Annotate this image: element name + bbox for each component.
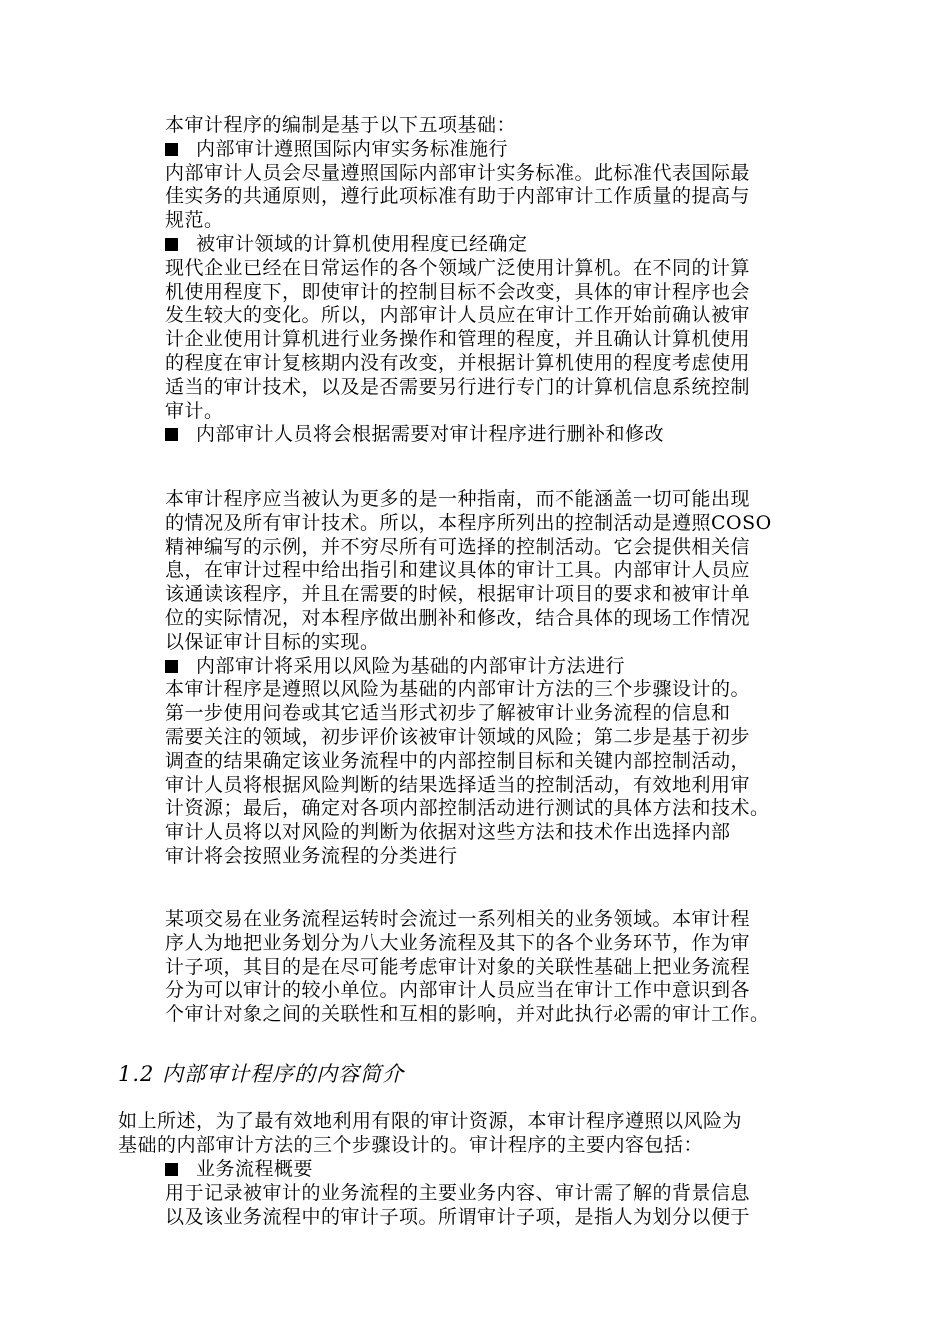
bullet-text: 内部审计遵照国际内审实务标准施行 [196, 137, 509, 160]
bullet-item [165, 655, 845, 679]
body-line: 息，在审计过程中给出指引和建议具体的审计工具。内部审计人员应 [165, 559, 751, 582]
body-line: 以及该业务流程中的审计子项。所谓审计子项，是指人为划分以便于 [165, 1205, 751, 1228]
body-line: 该通读该程序，并且在需要的时候，根据审计项目的要求和被审计单 [165, 583, 751, 606]
body-line: 规范。 [165, 209, 224, 232]
bullet-text: 业务流程概要 [196, 1158, 314, 1180]
body-line: 分为可以审计的较小单位。内部审计人员应当在审计工作中意识到各 [165, 979, 751, 1002]
guide-block [165, 488, 845, 869]
square-bullet-icon [165, 660, 178, 673]
body-line: 计子项，其目的是在尽可能考虑审计对象的关联性基础上把业务流程 [165, 955, 751, 978]
body-line: 审计将会按照业务流程的分类进行 [165, 844, 458, 867]
section2-block [165, 1158, 845, 1229]
body-line: 的程度在审计复核期内没有改变，并根据计算机使用的程度考虑使用 [165, 351, 751, 374]
body-line: 计企业使用计算机进行业务操作和管理的程度，并且确认计算机使用 [165, 328, 751, 351]
square-bullet-icon [165, 1163, 178, 1176]
body-line: 用于记录被审计的业务流程的主要业务内容、审计需了解的背景信息 [165, 1181, 751, 1204]
body-line: 审计人员将以对风险的判断为依据对这些方法和技术作出选择内部 [165, 821, 731, 844]
body-line: 适当的审计技术，以及是否需要另行进行专门的计算机信息系统控制 [165, 375, 751, 398]
bullet-item [165, 138, 845, 162]
body-line: 本审计程序应当被认为更多的是一种指南，而不能涵盖一切可能出现 [165, 488, 751, 510]
body-line: 佳实务的共通原则，遵行此项标准有助于内部审计工作质量的提高与 [165, 185, 751, 208]
body-line: 机使用程度下，即使审计的控制目标不会改变，具体的审计程序也会 [165, 280, 751, 303]
body-line: 发生较大的变化。所以，内部审计人员应在审计工作开始前确认被审 [165, 304, 751, 327]
body-line: 位的实际情况，对本程序做出删补和修改，结合具体的现场工作情况 [165, 606, 751, 629]
body-line: 需要关注的领域，初步评价该被审计领域的风险；第二步是基于初步 [165, 725, 751, 748]
bullet-item [165, 233, 845, 257]
body-line: 精神编写的示例，并不穷尽所有可选择的控制活动。它会提供相关信 [165, 535, 751, 558]
section2-intro [118, 1110, 848, 1158]
body-line: 某项交易在业务流程运转时会流过一系列相关的业务领域。本审计程 [165, 908, 751, 930]
body-line: 计资源；最后，确定对各项内部控制活动进行测试的具体方法和技术。 [165, 797, 770, 820]
section-heading: 1.2 内部审计程序的内容简介 [118, 1062, 405, 1086]
body-line: 审计。 [165, 399, 224, 422]
body-line: 个审计对象之间的关联性和互相的影响，并对此执行必需的审计工作。 [165, 1003, 770, 1026]
body-line: 基础的内部审计方法的三个步骤设计的。审计程序的主要内容包括： [118, 1133, 704, 1156]
body-line: 以保证审计目标的实现。 [165, 630, 380, 653]
closing-block [165, 908, 845, 1027]
bullet-item [165, 423, 845, 447]
body-line: 的情况及所有审计技术。所以，本程序所列出的控制活动是遵照COSO [165, 511, 772, 534]
body-line: 第一步使用问卷或其它适当形式初步了解被审计业务流程的信息和 [165, 702, 731, 725]
body-line: 序人为地把业务划分为八大业务流程及其下的各个业务环节，作为审 [165, 931, 751, 954]
body-line: 现代企业已经在日常运作的各个领域广泛使用计算机。在不同的计算 [165, 256, 751, 279]
square-bullet-icon [165, 428, 178, 441]
body-line: 调查的结果确定该业务流程中的内部控制目标和关键内部控制活动， [165, 749, 751, 772]
body-line: 本审计程序是遵照以风险为基础的内部审计方法的三个步骤设计的。 [165, 678, 751, 701]
bullet-item [165, 1158, 845, 1182]
basis-block [165, 114, 845, 447]
square-bullet-icon [165, 238, 178, 251]
bullet-text: 被审计领域的计算机使用程度已经确定 [196, 232, 528, 255]
body-line: 内部审计人员会尽量遵照国际内部审计实务标准。此标准代表国际最 [165, 161, 751, 184]
bullet-text: 内部审计人员将会根据需要对审计程序进行删补和修改 [196, 423, 665, 446]
square-bullet-icon [165, 143, 178, 156]
intro-line: 本审计程序的编制是基于以下五项基础： [165, 114, 517, 136]
bullet-text: 内部审计将采用以风险为基础的内部审计方法进行 [196, 654, 626, 677]
body-line: 如上所述，为了最有效地利用有限的审计资源，本审计程序遵照以风险为 [118, 1110, 743, 1132]
body-line: 审计人员将根据风险判断的结果选择适当的控制活动，有效地利用审 [165, 773, 751, 796]
